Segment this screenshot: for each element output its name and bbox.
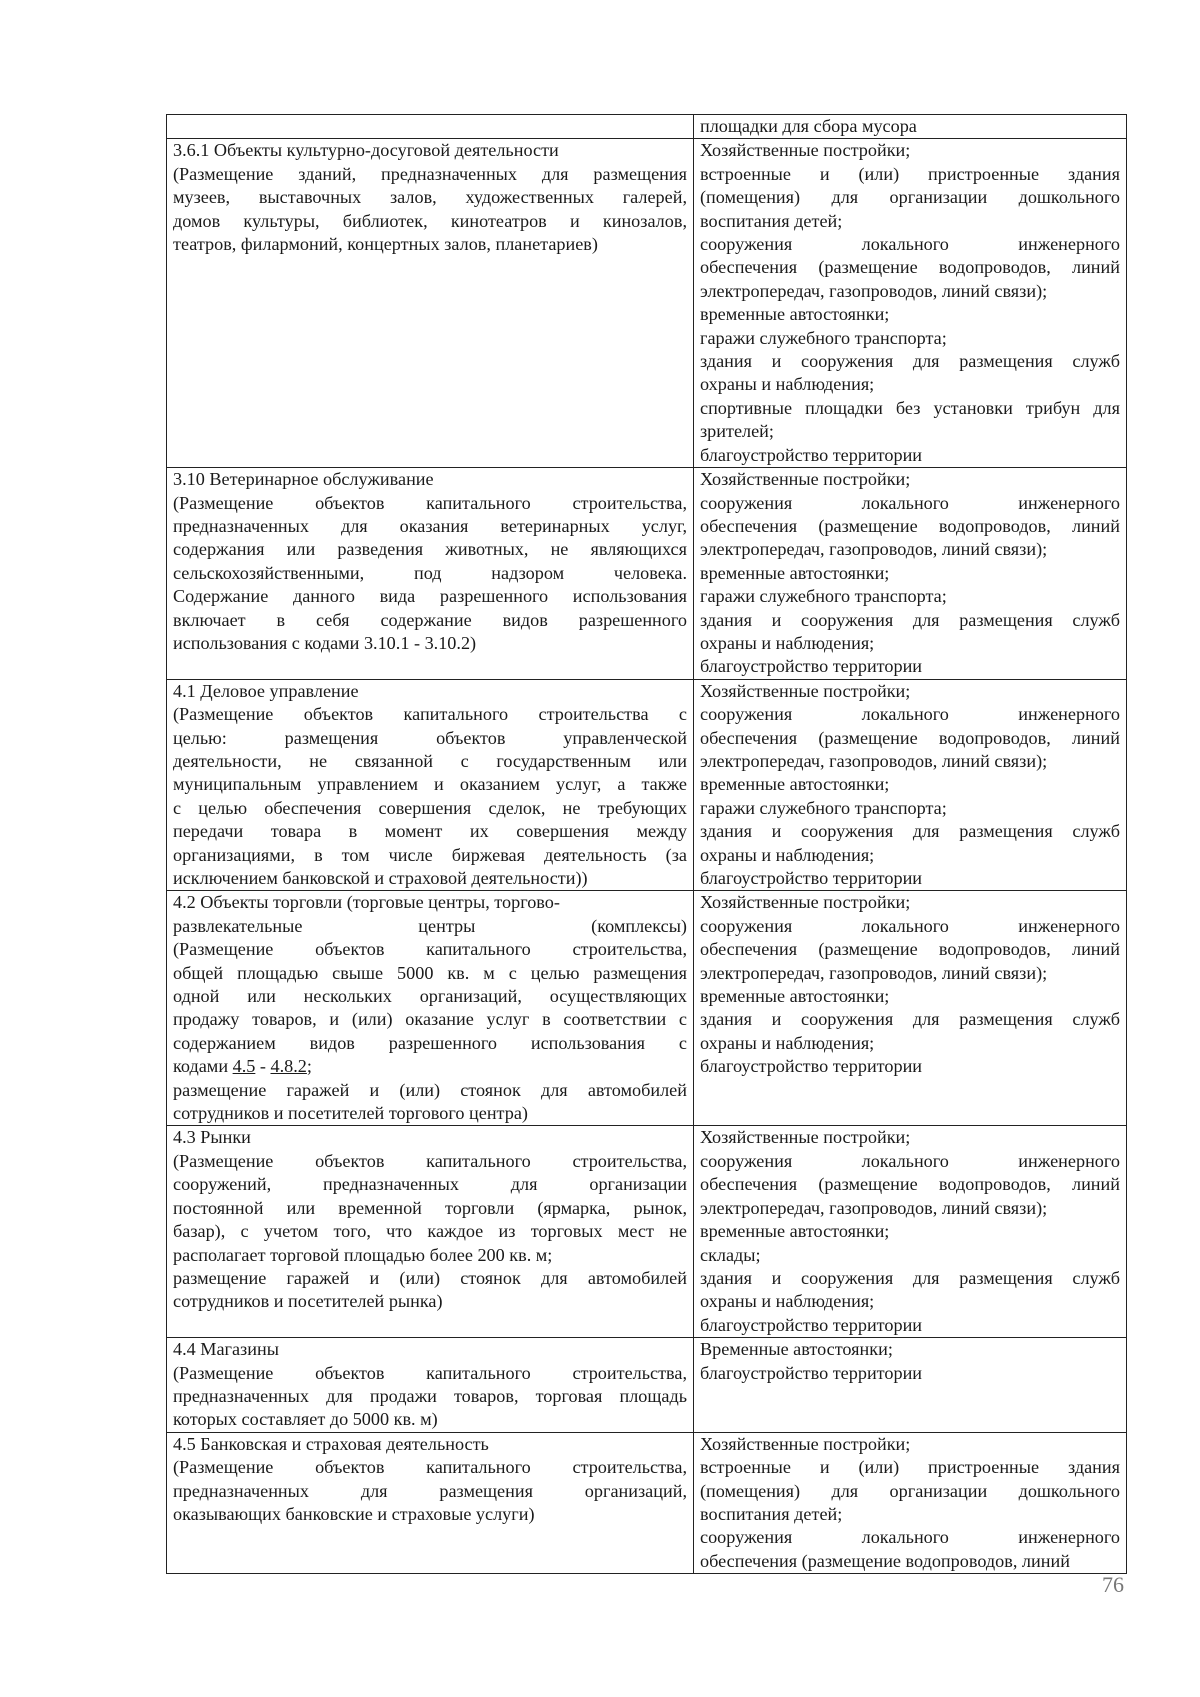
text-line: благоустройство территории [700,1314,923,1335]
text-line: 3.6.1 Объекты культурно-досуговой деятельности [173,140,559,161]
text-line: сельскохозяйственными, под надзором человека. [173,562,687,583]
text-line: домов культуры, библиотек, кинотеатров и кинозалов, [173,210,687,231]
text-line: развлекательные центры (комплексы) [173,915,687,936]
text-line: здания и сооружения для размещения служб [700,1267,1120,1288]
text-line: сотрудников и посетителей рынка) [173,1291,443,1312]
text-line: 4.5 Банковская и страховая деятельность [173,1433,489,1454]
text-line: включает в себя содержание видов разрешенного [173,609,687,630]
text-line: Хозяйственные постройки; [700,469,911,490]
text-line: сооружения локального инженерного [700,915,1120,936]
text-line: обеспечения (размещение водопроводов, линий [700,1550,1070,1571]
text-line: сотрудников и посетителей торгового центра) [173,1103,528,1124]
table-row [167,1126,1127,1338]
text-line: Хозяйственные постройки; [700,140,911,161]
text-line: исключением банковской и страховой деятельности)) [173,868,588,888]
text-line: (Размещение зданий, предназначенных для размещения [173,163,687,184]
text-line: базар), с учетом того, что каждое из торговых мест не [173,1221,687,1242]
text-line: (помещения) для организации дошкольного [700,1480,1120,1501]
text-line: охраны и наблюдения; [700,1291,875,1312]
text-line: гаражи служебного транспорта; [700,586,947,607]
table-row [167,679,1127,891]
text-line: благоустройство территории [700,656,923,677]
text-line: с целью обеспечения совершения сделок, не требующих [173,797,687,818]
page-number: 76 [1102,1572,1124,1597]
auxiliary-use-cell [694,115,1127,139]
text-line: сооружения локального инженерного [700,704,1120,725]
text-line: обеспечения (размещение водопроводов, линий [700,257,1120,278]
table-row [167,1338,1127,1433]
text-line: сооружения локального инженерного [700,1527,1120,1548]
text-line: охраны и наблюдения; [700,844,875,865]
text-line: 4.2 Объекты торговли (торговые центры, торгово- [173,892,560,913]
text-line: гаражи служебного транспорта; [700,327,947,348]
text-line: постоянной или временной торговли (ярмарка, рынок, [173,1197,687,1218]
text-line: одной или нескольких организаций, осуществляющих [173,986,687,1007]
text-line: временные автостоянки; [700,304,890,325]
text-line: здания и сооружения для размещения служб [700,609,1120,630]
text-line: обеспечения (размещение водопроводов, линий [700,515,1120,536]
text-line: обеспечения (размещение водопроводов, линий [700,727,1120,748]
text-line: охраны и наблюдения; [700,1032,875,1053]
text-line: здания и сооружения для размещения служб [700,1009,1120,1030]
text-line: сооружения локального инженерного [700,1150,1120,1171]
text-line: благоустройство территории [700,1056,923,1077]
auxiliary-use-cell [694,1126,1127,1338]
land-use-table [166,114,1127,1574]
table-row [167,891,1127,1126]
text-line: предназначенных для продажи товаров, торговая площадь [173,1385,687,1406]
text-line: (Размещение объектов капитального строительства, [173,939,687,960]
text-line: продажу товаров, и (или) оказание услуг в соответствии с [173,1009,687,1030]
text-line: гаражи служебного транспорта; [700,797,947,818]
text-line: склады; [700,1244,761,1265]
text-line: использования с кодами 3.10.1 - 3.10.2) [173,632,477,653]
text-line: благоустройство территории [700,1362,923,1383]
text-line: (Размещение объектов капитального строительства, [173,1362,687,1383]
table-row [167,115,1127,139]
text-line: здания и сооружения для размещения служб [700,351,1120,372]
text-line: целью: размещения объектов управленческой [173,727,687,748]
text-line: временные автостоянки; [700,562,890,583]
text-line: воспитания детей; [700,1503,843,1524]
text-line: (Размещение объектов капитального строительства, [173,1457,687,1478]
text-line: площадки для сбора мусора [700,116,917,136]
auxiliary-use-cell [694,468,1127,680]
text-line: Хозяйственные постройки; [700,1433,911,1454]
text-line: передачи товара в момент их совершения между [173,821,687,842]
text-line: зрителей; [700,421,774,442]
text-line: 3.10 Ветеринарное обслуживание [173,469,434,490]
auxiliary-use-cell [694,679,1127,891]
text-line: обеспечения (размещение водопроводов, линий [700,1174,1120,1195]
text-line: (Размещение объектов капитального строительства, [173,492,687,513]
text-line: общей площадью свыше 5000 кв. м с целью размещения [173,962,687,983]
land-use-type-cell [167,139,694,468]
text-line: размещение гаражей и (или) стоянок для автомобилей [173,1079,687,1100]
text-line: содержания или разведения животных, не являющихся [173,539,687,560]
text-line: содержанием видов разрешенного использования с [173,1032,687,1053]
text-line: размещение гаражей и (или) стоянок для автомобилей [173,1267,687,1288]
land-use-type-cell [167,891,694,1126]
text-line: обеспечения (размещение водопроводов, линий [700,939,1120,960]
text-line: Содержание данного вида разрешенного использования [173,586,687,607]
text-line: охраны и наблюдения; [700,632,875,653]
land-use-type-cell [167,1432,694,1573]
text-line [173,115,687,138]
text-line: Хозяйственные постройки; [700,1127,911,1148]
text-line: (помещения) для организации дошкольного [700,187,1120,208]
text-line: муниципальным управлением и оказанием услуг, а также [173,774,687,795]
land-use-type-cell [167,1126,694,1338]
text-line: Временные автостоянки; [700,1339,893,1360]
auxiliary-use-cell [694,1432,1127,1573]
text-line: располагает торговой площадью более 200 кв. м; [173,1244,553,1265]
text-line: благоустройство территории [700,868,923,888]
text-line: (Размещение объектов капитального строительства, [173,1150,687,1171]
text-line: электропередач, газопроводов, линий связи); [700,962,1048,983]
text-line: электропередач, газопроводов, линий связи); [700,280,1048,301]
auxiliary-use-cell [694,1338,1127,1433]
text-line: кодами 4.5 - 4.8.2; [173,1056,312,1077]
text-line: благоустройство территории [700,444,923,465]
auxiliary-use-cell [694,139,1127,468]
text-line: предназначенных для оказания ветеринарных услуг, [173,515,687,536]
text-line: которых составляет до 5000 кв. м) [173,1409,438,1430]
text-line: сооружений, предназначенных для организации [173,1174,687,1195]
table-row [167,468,1127,680]
text-line: деятельности, не связанной с государственным или [173,750,687,771]
text-line: организациями, в том числе биржевая деятельность (за [173,844,687,865]
text-line: временные автостоянки; [700,986,890,1007]
text-line: электропередач, газопроводов, линий связи); [700,539,1048,560]
land-use-type-cell [167,679,694,891]
text-line: оказывающих банковские и страховые услуги) [173,1503,535,1524]
text-line: сооружения локального инженерного [700,492,1120,513]
text-line: 4.1 Деловое управление [173,680,359,701]
text-line: сооружения локального инженерного [700,234,1120,255]
text-line: (Размещение объектов капитального строительства с [173,704,687,725]
text-line: здания и сооружения для размещения служб [700,821,1120,842]
table-row [167,1432,1127,1573]
text-line: встроенные и (или) пристроенные здания [700,1457,1120,1478]
land-use-type-cell [167,468,694,680]
text-line: воспитания детей; [700,210,843,231]
text-line: встроенные и (или) пристроенные здания [700,163,1120,184]
text-line: театров, филармоний, концертных залов, планетариев) [173,234,598,255]
auxiliary-use-cell [694,891,1127,1126]
land-use-type-cell [167,115,694,139]
text-line: электропередач, газопроводов, линий связи); [700,750,1048,771]
text-line: Хозяйственные постройки; [700,892,911,913]
text-line: охраны и наблюдения; [700,374,875,395]
text-line: предназначенных для размещения организаций, [173,1480,687,1501]
text-line: 4.3 Рынки [173,1127,251,1148]
text-line: временные автостоянки; [700,774,890,795]
text-line: 4.4 Магазины [173,1339,279,1360]
text-line: Хозяйственные постройки; [700,680,911,701]
text-line: спортивные площадки без установки трибун для [700,397,1120,418]
table-row [167,139,1127,468]
text-line: временные автостоянки; [700,1221,890,1242]
land-use-type-cell [167,1338,694,1433]
text-line: музеев, выставочных залов, художественных галерей, [173,187,687,208]
text-line: электропередач, газопроводов, линий связи); [700,1197,1048,1218]
